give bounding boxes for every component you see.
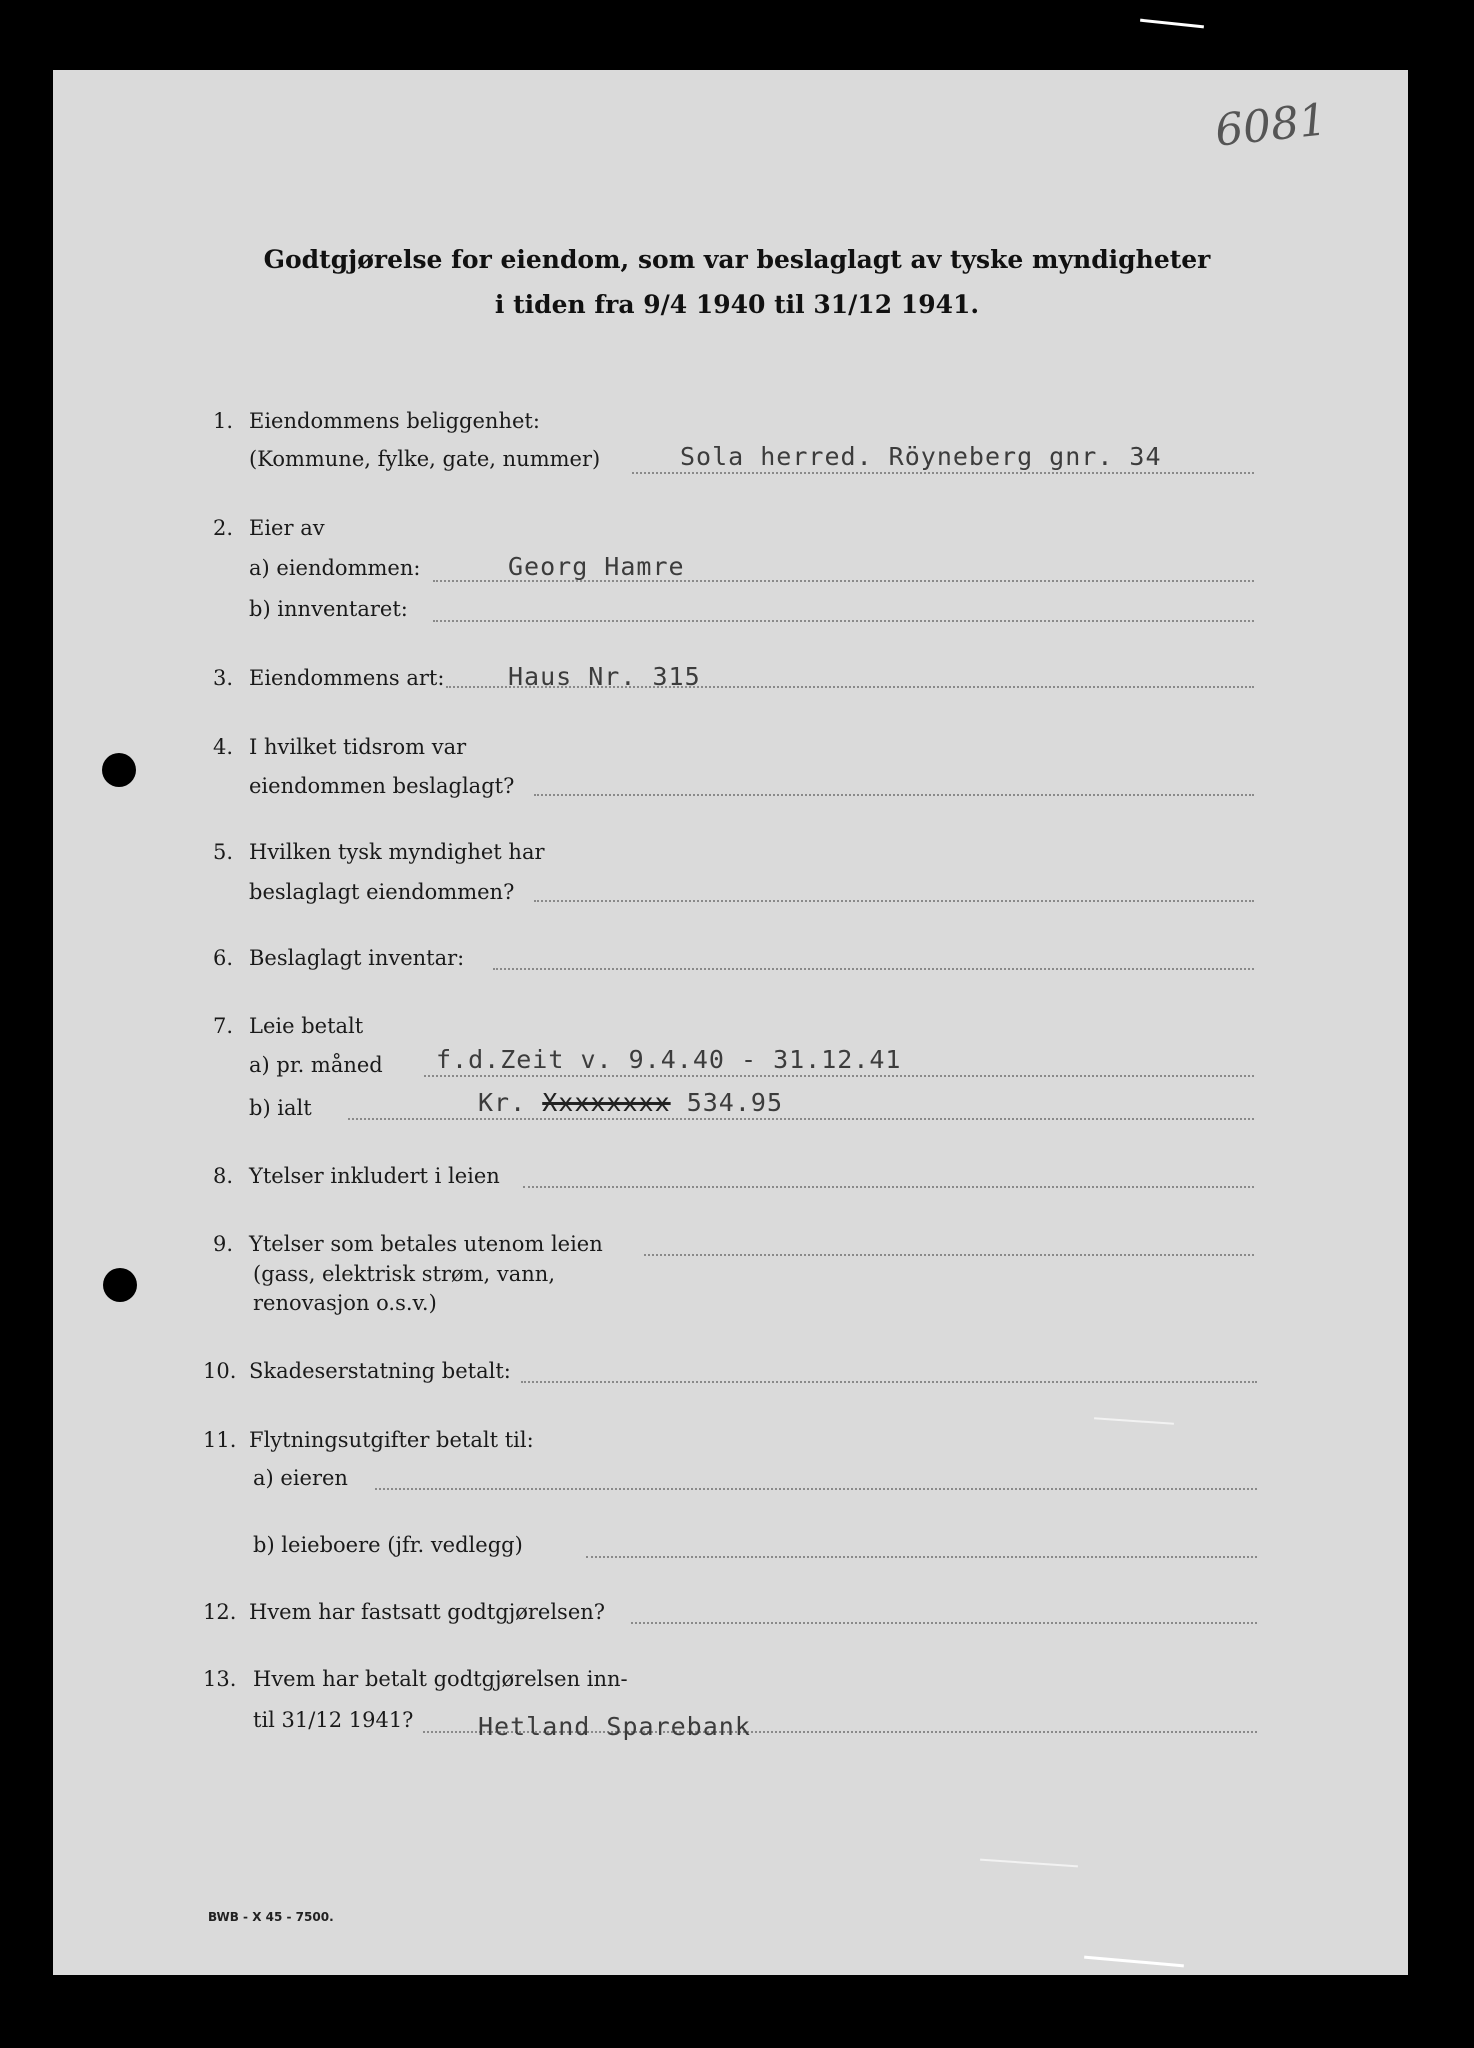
punch-hole — [103, 1268, 137, 1302]
item-8-line — [523, 1186, 1254, 1188]
item-9-label: Ytelser som betales utenom leien — [249, 1232, 603, 1256]
item-10-number: 10. — [203, 1359, 237, 1383]
item-13-sublabel: til 31/12 1941? — [253, 1708, 414, 1732]
item-2b-label: b) innventaret: — [249, 597, 408, 621]
archive-number: 6081 — [1212, 94, 1330, 157]
item-12-label: Hvem har fastsatt godtgjørelsen? — [249, 1600, 606, 1624]
item-2b-line — [433, 620, 1254, 622]
item-5-line — [534, 900, 1254, 902]
item-7-label: Leie betalt — [249, 1014, 364, 1038]
item-4-label: I hvilket tidsrom var — [249, 735, 467, 759]
item-12-number: 12. — [203, 1600, 237, 1624]
item-3-value: Haus Nr. 315 — [508, 662, 701, 691]
item-13-value: Hetland Sparebank — [478, 1712, 751, 1741]
item-7b-value: 534.95 — [686, 1088, 784, 1117]
item-8-label: Ytelser inkludert i leien — [249, 1164, 500, 1188]
form-title-line1: Godtgjørelse for eiendom, som var beslaglagt av tyske myndigheter — [263, 245, 1211, 274]
item-7b-label: b) ialt — [249, 1096, 312, 1120]
item-11a-label: a) eieren — [253, 1466, 348, 1490]
item-1-value: Sola herred. Röyneberg gnr. 34 — [680, 442, 1162, 471]
item-3-number: 3. — [212, 666, 233, 690]
form-title-line2: i tiden fra 9/4 1940 til 31/12 1941. — [494, 290, 980, 319]
item-7-number: 7. — [212, 1014, 233, 1038]
item-2a-value: Georg Hamre — [508, 552, 685, 581]
item-4-number: 4. — [212, 735, 233, 759]
item-11b-label: b) leieboere (jfr. vedlegg) — [253, 1533, 523, 1557]
item-1-line — [632, 472, 1254, 474]
item-8-number: 8. — [212, 1164, 233, 1188]
item-1-number: 1. — [212, 409, 233, 433]
item-6-number: 6. — [212, 946, 233, 970]
item-1-label: Eiendommens beliggenhet: — [249, 409, 540, 433]
item-7b-value-line — [478, 1088, 783, 1117]
item-2-label: Eier av — [249, 516, 325, 540]
item-9-line — [644, 1254, 1254, 1256]
item-5-label: Hvilken tysk myndighet har — [249, 840, 545, 864]
item-7b-struck-text: Xxxxxxxx — [542, 1088, 671, 1117]
item-2a-label: a) eiendommen: — [249, 556, 421, 580]
item-5-number: 5. — [212, 840, 233, 864]
item-6-line — [493, 968, 1254, 970]
item-7a-line — [424, 1075, 1254, 1077]
punch-hole — [102, 753, 136, 787]
item-6-label: Beslaglagt inventar: — [249, 946, 465, 970]
item-13-label: Hvem har betalt godtgjørelsen inn- — [253, 1667, 628, 1691]
form-footer-code: BWB - X 45 - 7500. — [208, 1910, 334, 1924]
item-11-number: 11. — [203, 1428, 237, 1452]
item-9-number: 9. — [212, 1232, 233, 1256]
item-11-label: Flytningsutgifter betalt til: — [249, 1428, 534, 1452]
item-9-sublabel-2: renovasjon o.s.v.) — [253, 1291, 437, 1315]
item-7a-label: a) pr. måned — [249, 1053, 383, 1077]
item-10-label: Skadeserstatning betalt: — [249, 1359, 511, 1383]
item-12-line — [631, 1622, 1257, 1624]
scan-scratch — [1140, 19, 1204, 29]
item-4-line — [534, 794, 1254, 796]
item-7b-prefix: Kr. — [478, 1088, 527, 1117]
item-2-number: 2. — [212, 516, 233, 540]
item-11a-line — [375, 1488, 1257, 1490]
item-11b-line — [586, 1556, 1257, 1558]
item-5-sublabel: beslaglagt eiendommen? — [249, 880, 515, 904]
item-13-number: 13. — [203, 1667, 237, 1691]
item-7a-value: f.d.Zeit v. 9.4.40 - 31.12.41 — [436, 1045, 902, 1074]
item-4-sublabel: eiendommen beslaglagt? — [249, 774, 515, 798]
item-10-line — [521, 1381, 1257, 1383]
item-1-sublabel: (Kommune, fylke, gate, nummer) — [249, 447, 601, 471]
item-3-label: Eiendommens art: — [249, 666, 445, 690]
item-9-sublabel-1: (gass, elektrisk strøm, vann, — [253, 1262, 555, 1286]
item-7b-line — [348, 1118, 1254, 1120]
